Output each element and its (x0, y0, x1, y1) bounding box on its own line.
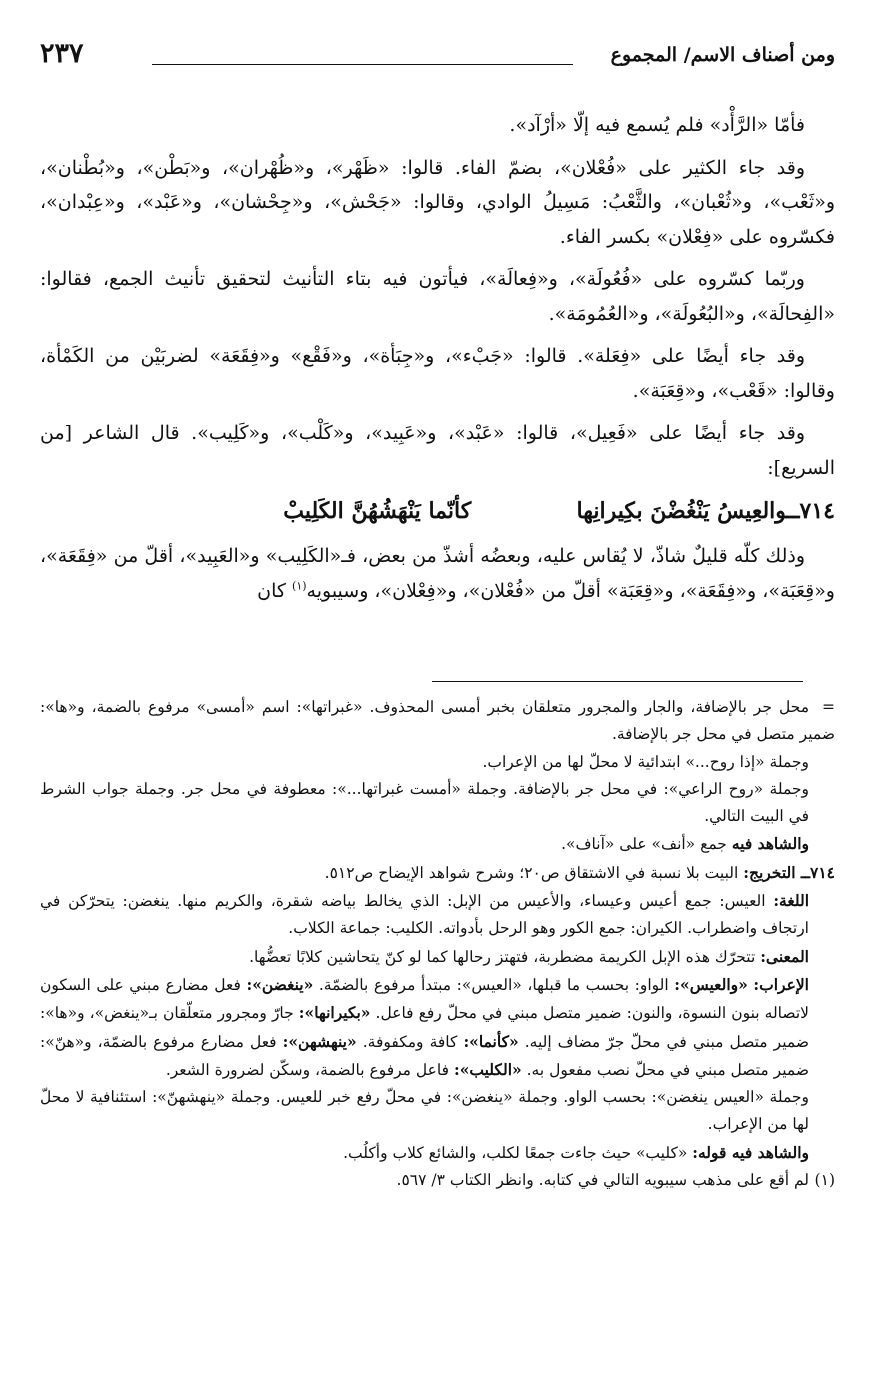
note-takhrij: ٧١٤ــ التخريج: البيت بلا نسبة في الاشتقاق ص٢٠؛ وشرح شواهد الإيضاح ص٥١٢. (324, 862, 835, 882)
note-shahid-2: والشاهد فيه قوله: «كليب» حيث جاءت جمعًا لكلب، والشائع كلاب وأكلُب. (343, 1142, 809, 1162)
verse-second-hemistich: كأنّما يَنْهَشُهُنَّ الكَلِيبْ (283, 498, 472, 524)
footnote-1: (١)لم أقع على مذهب سيبويه التالي في كتابه. وانظر الكتاب ٣/ ٥٦٧. (40, 1167, 835, 1194)
poetry-verse (40, 491, 835, 531)
note-line: وجملة «إذا روح...» ابتدائية لا محلّ لها من الإعراب. (482, 752, 809, 771)
header-rule (152, 64, 573, 65)
footnote-1-mark: (١) (814, 1171, 835, 1190)
paragraph-3: وربّما كسّروه على «فُعُولَة»، و«فِعالَة»، فيأتون فيه بتاء التأنيث لتحقيق تأنيث الجمع، فقالوا: «الفِحالَة»، و«البُعُولَة»، و«العُمُومَة». (40, 268, 835, 325)
paragraph-2: وقد جاء الكثير على «فُعْلان»، بضمّ الفاء. قالوا: «ظَهْر»، و«ظُهْران»، و«بَطْن»، و«بُطْنان»، و«ثَعْب»، و«ثُعْبان»، والثَّعْبُ: مَسِيلُ الوادي، وقالوا: «جَحْش»، و«جِحْشان»، و«عَبْد»، و«عِبْدان»، فكسّروه على «فِعْلان» بكسر الفاء. (40, 156, 835, 248)
paragraph-5: وقد جاء أيضًا على «فَعِيل»، قالوا: «عَبْد»، و«عَبِيد»، و«كَلْب»، و«كَلِيب». قال الشاعر [من السريع]: (40, 422, 835, 479)
note-line: وجملة «روح الراعي»: في محل جر بالإضافة. وجملة «أمست غبراتها...»: معطوفة في محل جر. وجملة جواب الشرط في البيت التالي. (40, 779, 809, 826)
note-line: وجملة «العيس ينغضن»: بحسب الواو. وجملة «ينغضن»: في محلّ رفع خبر للعيس. وجملة «ينهشهنّ»: استئنافية لا محلّ لها من الإعراب. (40, 1088, 809, 1134)
paragraph-1: فأمّا «الرَّأْد» فلم يُسمع فيه إلّا «أرْآد». (509, 114, 805, 136)
paragraph-6-end: كان (257, 579, 286, 602)
page-number: ٢٣٧ (40, 38, 84, 69)
footnote-reference: (١) (292, 579, 307, 593)
verse-first-hemistich: والعِيسُ يَنْغُضْنَ بكِيرانِها (576, 498, 787, 524)
note-lugha: اللغة: العيس: جمع أعيس وعيساء، والأعيس من الإبل: الذي يخالط بياضه شقرة، والكريم منها. ينغضن: يتحرّكن في ارتجاف واضطراب. الكيران: جمع الكور وهو الرحل بأدواته. الكليب: جماعة الكلاب. (40, 891, 809, 938)
main-text (40, 108, 835, 608)
paragraph-6 (40, 539, 835, 608)
page-header (40, 38, 835, 78)
verse-number: ٧١٤ــ (786, 498, 835, 524)
note-maana: المعنى: تتحرّك هذه الإبل الكريمة مضطربة، فتهتز رحالها كما لو كنّ يتحاشين كلابًا تعضُّها. (249, 946, 809, 966)
note-continued: =محل جر بالإضافة، والجار والمجرور متعلقان بخبر أمسى المحذوف. «غبراتها»: اسم «أمسى» مرفوع بالضمة، و«ها»: ضمير متصل في محل جر بالإضافة. (40, 694, 835, 749)
note-shahid: والشاهد فيه جمع «أنف» على «آناف». (561, 834, 809, 854)
footnotes (40, 694, 835, 1194)
paragraph-6-text: وذلك كلّه قليلٌ شاذّ، لا يُقاس عليه، وبعضُه أشذّ من بعض، فـ«الكَلِيب» و«العَبِيد»، أقلّ من «فِقَعَة»، و«قِعَبَة»، و«فِقَعَة»، و«قِعَبَة» أقلّ من «فُعْلان»، و«فِعْلان»، وسيبويه (40, 545, 835, 602)
note-irab: الإعراب: «والعيس»: الواو: بحسب ما قبلها، «العيس»: مبتدأ مرفوع بالضمّة. «ينغضن»: فعل مضارع مبني على السكون لاتصاله بنون النسوة، والنون: ضمير متصل مبني في محلّ رفع فاعل. «بكيرانها»: جارّ ومجرور متعلّقان بـ«ينغض»، و«ها»: ضمير متصل مبني في محلّ جرّ مضاف إليه. «كأنما»: كافة ومكفوفة. «ينهشهن»: فعل مضارع مرفوع بالضمّة، و«هنّ»: ضمير متصل مبني في محلّ نصب مفعول به. «الكليب»: فاعل مرفوع بالضمة، وسكّن لضرورة الشعر. (40, 974, 809, 1079)
footnote-separator (432, 681, 803, 682)
continuation-mark: = (822, 698, 835, 716)
running-title: ومن أصناف الاسم/ المجموع (610, 44, 835, 66)
paragraph-4: وقد جاء أيضًا على «فِعَلة». قالوا: «جَبْء»، و«جِبَأة»، و«فَقْع» و«فِقَعَة» لضربَيْن من الكَمْأة، وقالوا: «قَعْب»، و«قِعَبَة». (40, 345, 835, 402)
